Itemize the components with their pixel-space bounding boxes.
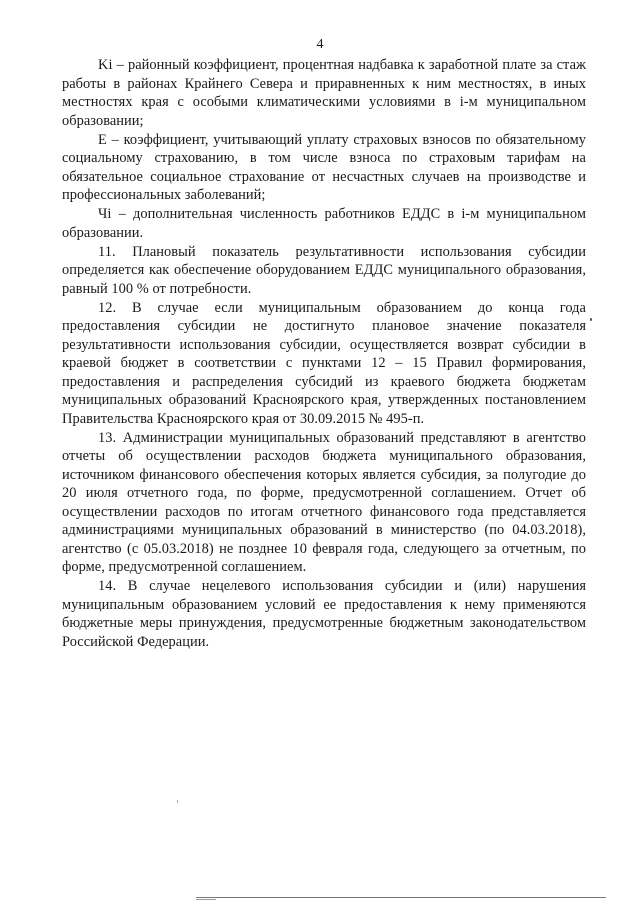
scan-edge-line bbox=[196, 897, 606, 898]
paragraph-12: 12. В случае если муниципальным образованием до конца года предоставления субсидии не достигнуто плановое значение показателя результативности использования субсидии, осуществляется возврат субсидии в краевой бюджет в соответствии с пунктами 12 – 15 Правил формирования, предоставления и распределения субсидий из краевого бюджета бюджетам муниципальных образований Красноярского края, утвержденных постановлением Правительства Красноярского края от 30.09.2015 № 495-п. bbox=[62, 299, 586, 427]
paragraph-ki-definition: Ki – районный коэффициент, процентная надбавка к заработной плате за стаж работы в районах Крайнего Севера и приравненных к ним местностях, в иных местностях края с особыми климатическими условиями в i-м муниципальном образовании; bbox=[62, 57, 586, 129]
scan-edge-line bbox=[196, 899, 216, 900]
paragraph-13: 13. Администрации муниципальных образований представляют в агентство отчеты об осуществлении расходов бюджета муниципального образования, источником финансового обеспечения которых является субсидия, за полугодие до 20 июля отчетного года, по форме, предусмотренной соглашением. Отчет об осуществлении расходов по итогам отчетного финансового года представляется администрациями муниципальных образований в министерство (по 04.03.2018), агентство (с 05.03.2018) не позднее 10 февраля года, следующего за отчетным, по форме, предусмотренной соглашением. bbox=[62, 429, 586, 575]
scan-speck bbox=[590, 318, 592, 321]
paragraph-14: 14. В случае нецелевого использования субсидии и (или) нарушения муниципальным образованием условий ее предоставления к нему применяются бюджетные меры принуждения, предусмотренные бюджетным законодательством Российской Федерации. bbox=[62, 578, 586, 650]
paragraph-chi-definition: Чi – дополнительная численность работников ЕДДС в i-м муниципальном образовании. bbox=[62, 206, 586, 241]
scan-speck bbox=[177, 800, 178, 803]
paragraph-e-definition: Е – коэффициент, учитывающий уплату страховых взносов по обязательному социальному страхованию, в том числе взноса по страховым тарифам на обязательное социальное страхование от несчастных случаев на производстве и профессиональных заболеваний; bbox=[62, 131, 586, 203]
paragraph-11: 11. Плановый показатель результативности использования субсидии определяется как обеспечение оборудованием ЕДДС муниципального образования, равный 100 % от потребности. bbox=[62, 243, 586, 297]
document-body bbox=[62, 56, 586, 651]
page-number: 4 bbox=[316, 37, 324, 52]
